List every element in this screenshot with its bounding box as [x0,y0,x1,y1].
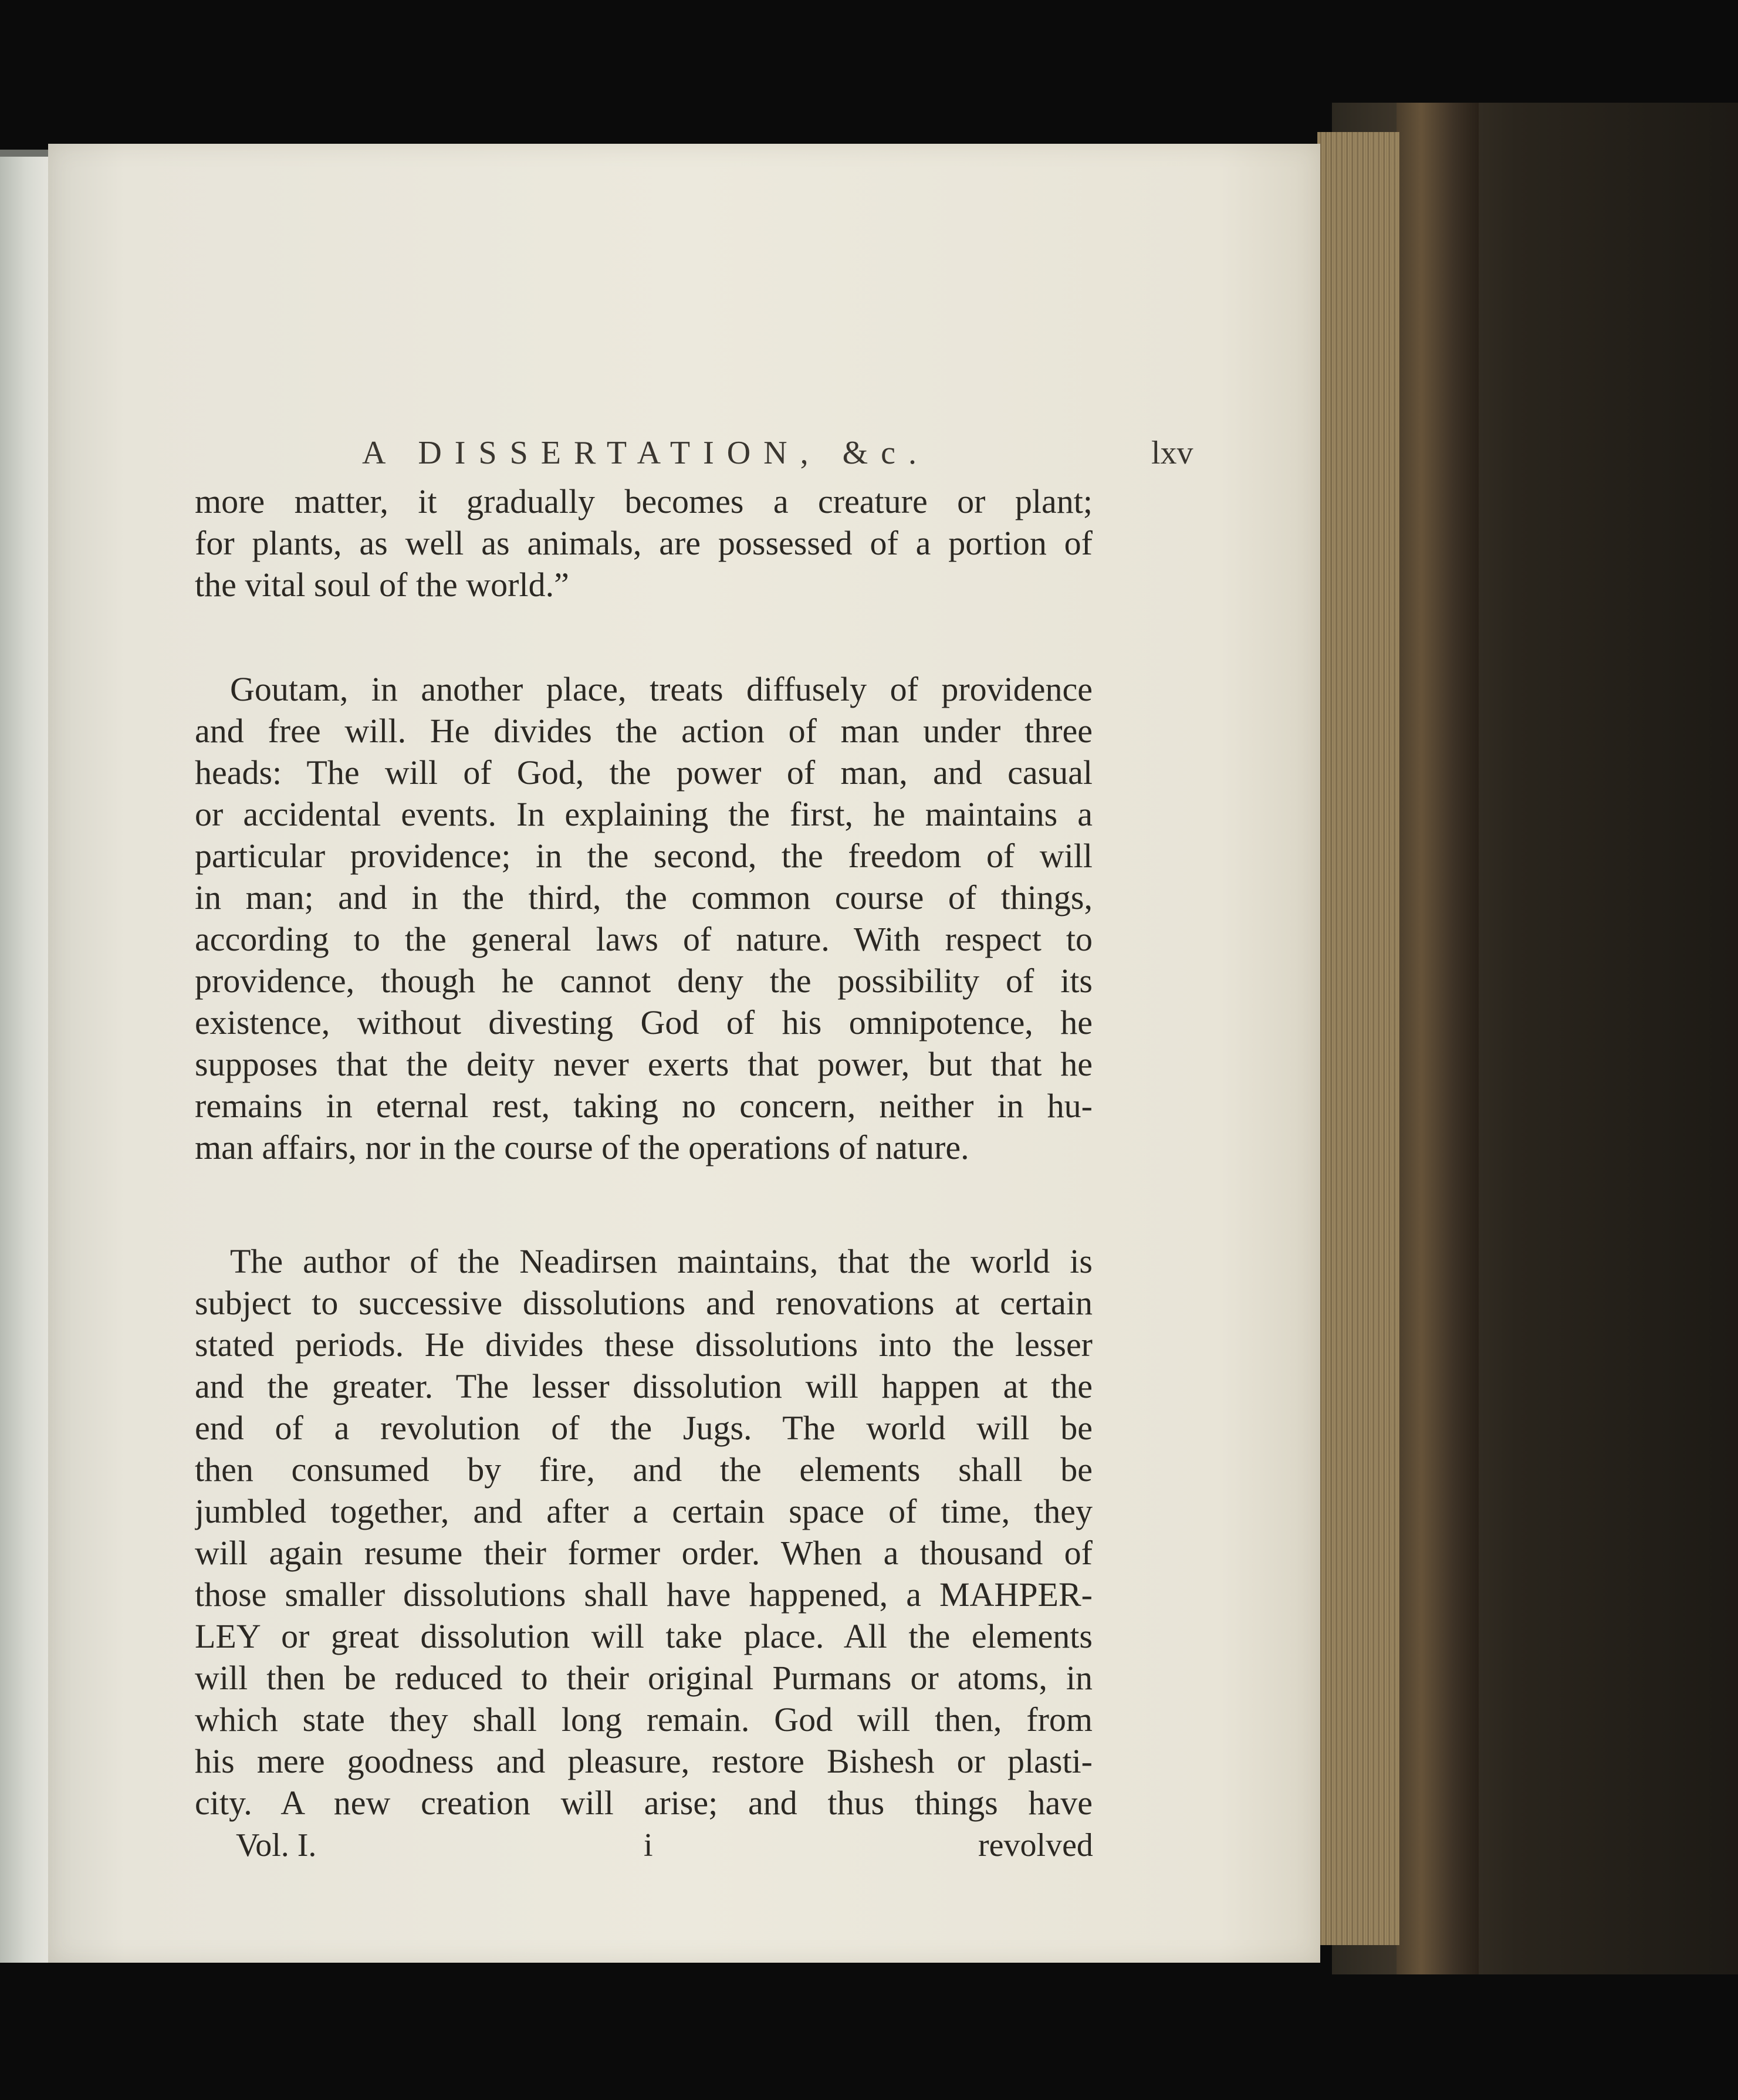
catchword: revolved [978,1827,1093,1864]
text-line: in man; and in the third, the common course of things, [195,878,1093,917]
text-line: heads: The will of God, the power of man, and casual [195,753,1093,792]
cover-leather-edge [1397,103,1479,1974]
text-line: jumbled together, and after a certain space of time, they [195,1492,1093,1530]
text-line: his mere goodness and pleasure, restore Bishesh or plasti- [195,1742,1093,1780]
volume-marker: Vol. I. [236,1827,317,1864]
text-line: those smaller dissolutions shall have happened, a MAHPER- [195,1575,1093,1614]
facing-page-edge [0,150,48,1963]
text-line: city. A new creation will arise; and thus things have [195,1784,1093,1822]
text-line: according to the general laws of nature. With respect to [195,920,1093,958]
text-line: for plants, as well as animals, are possessed of a portion of [195,524,1093,562]
running-title: A DISSERTATION, &c. [362,435,930,471]
signature-mark: i [644,1827,653,1864]
text-line: supposes that the deity never exerts that power, but that he [195,1045,1093,1083]
text-line: stated periods. He divides these dissolutions into the lesser [195,1325,1093,1364]
text-line: then consumed by fire, and the elements shall be [195,1450,1093,1489]
text-line: subject to successive dissolutions and renovations at certain [195,1284,1093,1322]
text-line: Goutam, in another place, treats diffusely of providence [230,670,1093,708]
text-line: end of a revolution of the Jugs. The world will be [195,1409,1093,1447]
text-line: particular providence; in the second, the freedom of will [195,837,1093,875]
text-line: remains in eternal rest, taking no concern, neither in hu- [195,1087,1093,1125]
text-line: man affairs, nor in the course of the operations of nature. [195,1128,969,1166]
text-line: providence, though he cannot deny the possibility of its [195,962,1093,1000]
page-number: lxv [1151,435,1193,471]
text-line: The author of the Neadirsen maintains, that the world is [230,1242,1093,1280]
text-line: LEY or great dissolution will take place. All the elements [195,1617,1093,1655]
text-line: and the greater. The lesser dissolution will happen at the [195,1367,1093,1405]
text-line: existence, without divesting God of his omnipotence, he [195,1003,1093,1041]
text-line: or accidental events. In explaining the first, he maintains a [195,795,1093,833]
text-line: will again resume their former order. When a thousand of [195,1534,1093,1572]
text-line: which state they shall long remain. God will then, from [195,1700,1093,1739]
text-line: the vital soul of the world.” [195,566,569,604]
facing-page-shadow [0,150,56,157]
book-page [48,144,1320,1963]
text-line: will then be reduced to their original Purmans or atoms, in [195,1659,1093,1697]
text-line: and free will. He divides the action of man under three [195,712,1093,750]
text-line: more matter, it gradually becomes a creature or plant; [195,482,1093,520]
page-block-fore-edge [1317,132,1399,1945]
